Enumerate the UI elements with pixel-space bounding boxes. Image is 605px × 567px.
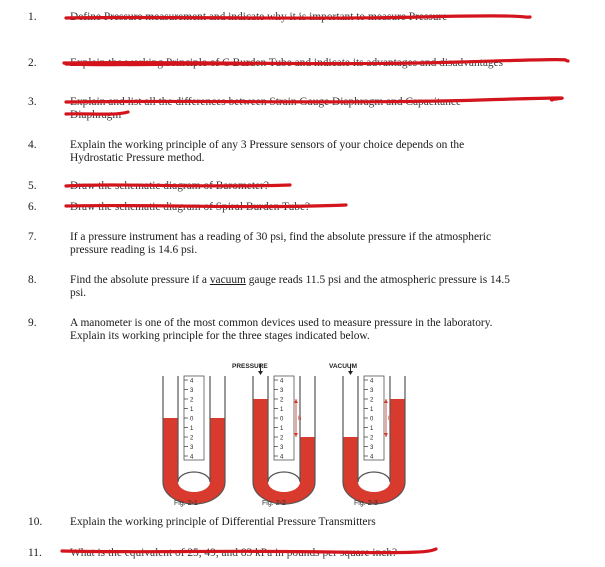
- question-number: 7.: [28, 231, 37, 243]
- h-label: h: [298, 416, 302, 422]
- scale-tick-label: 3: [280, 387, 284, 394]
- scale-tick-label: 4: [370, 378, 374, 385]
- scale-tick-label: 0: [370, 416, 374, 423]
- h-arrow-down: [384, 433, 388, 437]
- manometer-fluid-right: [300, 437, 315, 482]
- inlet-arrow-head: [348, 371, 353, 375]
- h-arrow-down: [294, 433, 298, 437]
- scale-tick-label: 1: [370, 406, 374, 413]
- h-arrow-up: [294, 399, 298, 403]
- manometer-fluid-left: [163, 418, 178, 482]
- question-text-line-2: Hydrostatic Pressure method.: [70, 152, 205, 164]
- pressure-label: PRESSURE: [232, 363, 268, 370]
- question-number: 11.: [28, 547, 42, 559]
- scale-tick-label: 2: [280, 435, 284, 442]
- question-number: 4.: [28, 139, 37, 151]
- scale-tick-label: 2: [370, 397, 374, 404]
- scale-tick-label: 1: [280, 406, 284, 413]
- manometer-figure: [155, 358, 445, 508]
- scale-tick-label: 3: [370, 444, 374, 451]
- scale-tick-label: 4: [280, 378, 284, 385]
- scale-tick-label: 1: [190, 406, 194, 413]
- scale-tick-label: 1: [190, 425, 194, 432]
- scale-tick-label: 2: [370, 435, 374, 442]
- question-text-line-2: Explain its working principle for the three stages indicated below.: [70, 330, 370, 342]
- scale-tick-label: 3: [190, 387, 194, 394]
- question-text-line-1: [70, 273, 585, 287]
- question-number: 6.: [28, 201, 37, 213]
- scale-tick-label: 4: [190, 378, 194, 385]
- underlined-word: vacuum: [209, 274, 246, 286]
- question-text: Explain the working principle of Differential Pressure Transmitters: [70, 516, 376, 528]
- question-text-line-2: pressure reading is 14.6 psi.: [70, 244, 198, 256]
- scale-tick-label: 4: [280, 454, 284, 461]
- question-text: Draw the schematic diagram of Barometer?: [70, 180, 269, 192]
- scale-tick-label: 2: [190, 397, 194, 404]
- h-label: h: [388, 416, 392, 422]
- text-part-b: gauge reads 11.5 psi and the atmospheric pressure is 14.5: [245, 274, 510, 286]
- question-text: Draw the schematic diagram of Spiral Burden Tube?: [70, 201, 311, 213]
- question-text-line-2: psi.: [70, 287, 87, 299]
- question-number: 3.: [28, 96, 37, 108]
- scale-tick-label: 4: [190, 454, 194, 461]
- question-number: 2.: [28, 57, 37, 69]
- scale-tick-label: 3: [280, 444, 284, 451]
- question-text-line-1: Explain the working principle of any 3 Pressure sensors of your choice depends on the: [70, 139, 465, 151]
- scale-tick-label: 1: [370, 425, 374, 432]
- manometer-fluid-left: [253, 399, 268, 482]
- scale-tick-label: 1: [280, 425, 284, 432]
- question-number: 9.: [28, 317, 37, 329]
- question-number: 8.: [28, 274, 37, 286]
- vacuum-label: VACUUM: [329, 363, 358, 370]
- question-text-line-1: A manometer is one of the most common devices used to measure pressure in the laboratory.: [70, 317, 493, 329]
- question-text: Define Pressure measurement and indicate why it is important to measure Pressure: [70, 11, 448, 23]
- scale-tick-label: 0: [280, 416, 284, 423]
- figure-caption-2: Fig. 2-2: [262, 500, 286, 507]
- scale-tick-label: 3: [370, 387, 374, 394]
- inlet-arrow-head: [258, 371, 263, 375]
- question-text: What is the equivalent of 25, 49, and 83 kPa in pounds per square inch?: [70, 547, 398, 559]
- question-number: 1.: [28, 11, 37, 23]
- manometer-fluid-right: [210, 418, 225, 482]
- figure-caption-3: Fig. 2-3: [354, 500, 378, 507]
- manometer-fluid-right: [390, 399, 405, 482]
- question-text-line-1: If a pressure instrument has a reading of 30 psi, find the absolute pressure if the atmospheric: [70, 231, 492, 243]
- question-text-line-1: Explain and list all the differences between Strain Gauge Diaphragm and Capacitance: [70, 96, 462, 108]
- scale-tick-label: 2: [280, 397, 284, 404]
- question-number: 5.: [28, 180, 37, 192]
- h-arrow-up: [384, 399, 388, 403]
- scale-tick-label: 4: [370, 454, 374, 461]
- scale-tick-label: 2: [190, 435, 194, 442]
- text-part-a: Find the absolute pressure if a: [70, 274, 210, 286]
- scale-tick-label: 3: [190, 444, 194, 451]
- manometer-fluid-left: [343, 437, 358, 482]
- question-text-line-2: Diaphragm: [70, 109, 122, 121]
- question-text: Explain the working Principle of C Burden Tube and indicate its advantages and disadvantages: [70, 57, 504, 69]
- scale-tick-label: 0: [190, 416, 194, 423]
- figure-caption-1: Fig. 2-1: [174, 500, 198, 507]
- question-number: 10.: [28, 516, 43, 528]
